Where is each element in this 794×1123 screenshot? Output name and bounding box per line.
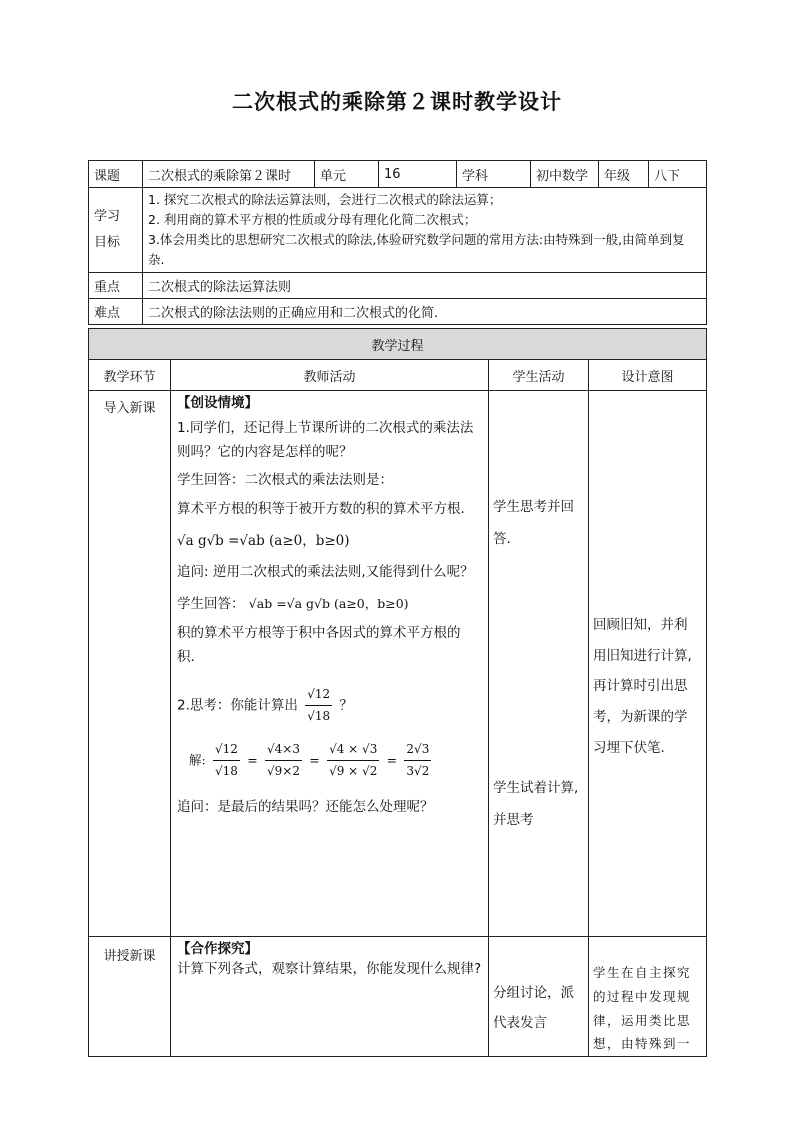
subject-label: 学科 [457, 161, 531, 188]
document-title: 二次根式的乘除第２课时教学设计 [232, 89, 562, 114]
info-table [88, 160, 707, 325]
equals-sign: = [386, 752, 398, 768]
fraction-numerator: 2√3 [404, 739, 431, 761]
design-intent-new [589, 937, 707, 1057]
fraction-denominator: √18 [307, 708, 331, 723]
design-text: 再计算时引出思 [593, 678, 688, 695]
text-line [177, 593, 482, 617]
think-text: 2.思考：你能计算出 [177, 697, 298, 714]
difficult-point-value: 二次根式的除法法则的正确应用和二次根式的化简. [143, 299, 707, 325]
fraction-question [305, 684, 332, 727]
fraction [404, 739, 431, 782]
fraction [265, 739, 302, 782]
key-point-label: 重点 [89, 273, 143, 299]
fraction-denominator: √18 [215, 763, 238, 778]
goals-label [89, 188, 143, 273]
text-line: 1.同学们，还记得上节课所讲的二次根式的乘法法 [177, 420, 474, 436]
stage-intro: 导入新课 [89, 391, 171, 937]
formula-reverse-rule: √ab =√a g√b (a≥0，b≥0) [248, 595, 409, 611]
text-line: 积. [177, 649, 195, 665]
student-text: 答. [493, 530, 511, 547]
topic-label: 课题 [89, 161, 143, 188]
goals-content [143, 188, 707, 273]
design-text: 回顾旧知，并利 [593, 617, 688, 633]
goals-label-line2: 目标 [94, 235, 121, 250]
answer-label: 学生回答： [177, 595, 245, 612]
teaching-process-table [88, 328, 707, 1057]
design-text: 想，由特殊到一 [593, 1036, 692, 1052]
formula-product-rule: √a g√b =√ab (a≥0，b≥0) [177, 532, 350, 549]
fraction-numerator: √12 [305, 684, 332, 706]
fraction [327, 739, 379, 782]
header-student: 学生活动 [489, 360, 589, 391]
student-activity-new [489, 937, 589, 1057]
student-text: 代表发言 [493, 1014, 547, 1031]
student-text: 分组讨论，派 [493, 985, 574, 1001]
unit-label: 单元 [315, 161, 379, 188]
design-text: 律，运用类比思 [593, 1012, 692, 1028]
design-intent-intro [589, 391, 707, 937]
header-design: 设计意图 [589, 360, 707, 391]
student-text: 学生思考并回 [493, 499, 574, 515]
header-teacher: 教师活动 [171, 360, 489, 391]
section-heading: 【合作探究】 [177, 941, 258, 957]
fraction-denominator: 3√2 [406, 763, 430, 778]
section-title: 教学过程 [89, 329, 707, 360]
fraction-numerator: √4×3 [265, 739, 302, 761]
stage-new-lesson: 讲授新课 [89, 937, 171, 1057]
fraction-denominator: √9 × √2 [329, 763, 378, 778]
text-line: 追问：是最后的结果吗？还能怎么处理呢？ [177, 798, 434, 815]
design-text: 习埋下伏笔. [593, 739, 665, 756]
solution-line [177, 739, 482, 782]
teacher-activity-new [171, 937, 489, 1057]
section-heading: 【创设情境】 [177, 395, 258, 411]
student-text: 并思考 [493, 811, 534, 828]
design-text: 学生在自主探究 [593, 965, 692, 980]
key-point-value: 二次根式的除法运算法则 [143, 273, 707, 299]
question-mark: ？ [339, 697, 353, 714]
think-question [177, 684, 482, 727]
fraction-numerator: √12 [213, 739, 240, 761]
design-text: 用旧知进行计算, [593, 647, 692, 664]
fraction [213, 739, 240, 782]
text-line: 则吗？它的内容是怎样的呢？ [177, 443, 353, 460]
goal-item: 1. 探究二次根式的除法运算法则，会进行二次根式的除法运算； [148, 192, 502, 207]
text-line: 算术平方根的积等于被开方数的积的算术平方根. [177, 500, 465, 517]
difficult-point-label: 难点 [89, 299, 143, 325]
text-line: 计算下列各式，观察计算结果，你能发现什么规律? [177, 961, 482, 977]
topic-value: 二次根式的乘除第２课时 [143, 161, 315, 188]
student-activity-intro [489, 391, 589, 937]
teacher-activity-intro [171, 391, 489, 937]
design-text: 的过程中发现规 [593, 988, 692, 1004]
equals-sign: = [309, 752, 320, 768]
goal-item: 2. 利用商的算术平方根的性质或分母有理化化简二次根式； [148, 212, 477, 227]
fraction-numerator: √4 × √3 [327, 739, 379, 761]
fraction-denominator: √9×2 [267, 763, 300, 778]
text-line: 追问: 逆用二次根式的乘法法则,又能得到什么呢？ [177, 564, 474, 581]
equals-sign: = [247, 752, 258, 768]
grade-label: 年级 [599, 161, 649, 188]
solution-label: 解: [189, 752, 206, 768]
goals-label-line1: 学习 [94, 209, 121, 224]
goal-item: 3.体会用类比的思想研究二次根式的除法,体验研究数学问题的常用方法:由特殊到一般,由简单到复杂. [148, 232, 685, 267]
text-line: 积的算术平方根等于积中各因式的算术平方根的 [177, 625, 461, 642]
design-text: 考，为新课的学 [593, 708, 688, 725]
subject-value: 初中数学 [531, 161, 599, 188]
text-line: 学生回答：二次根式的乘法法则是： [177, 472, 393, 489]
unit-value: 16 [379, 161, 457, 188]
grade-value: 八下 [649, 161, 707, 188]
student-text: 学生试着计算, [493, 780, 579, 797]
header-stage: 教学环节 [89, 360, 171, 391]
